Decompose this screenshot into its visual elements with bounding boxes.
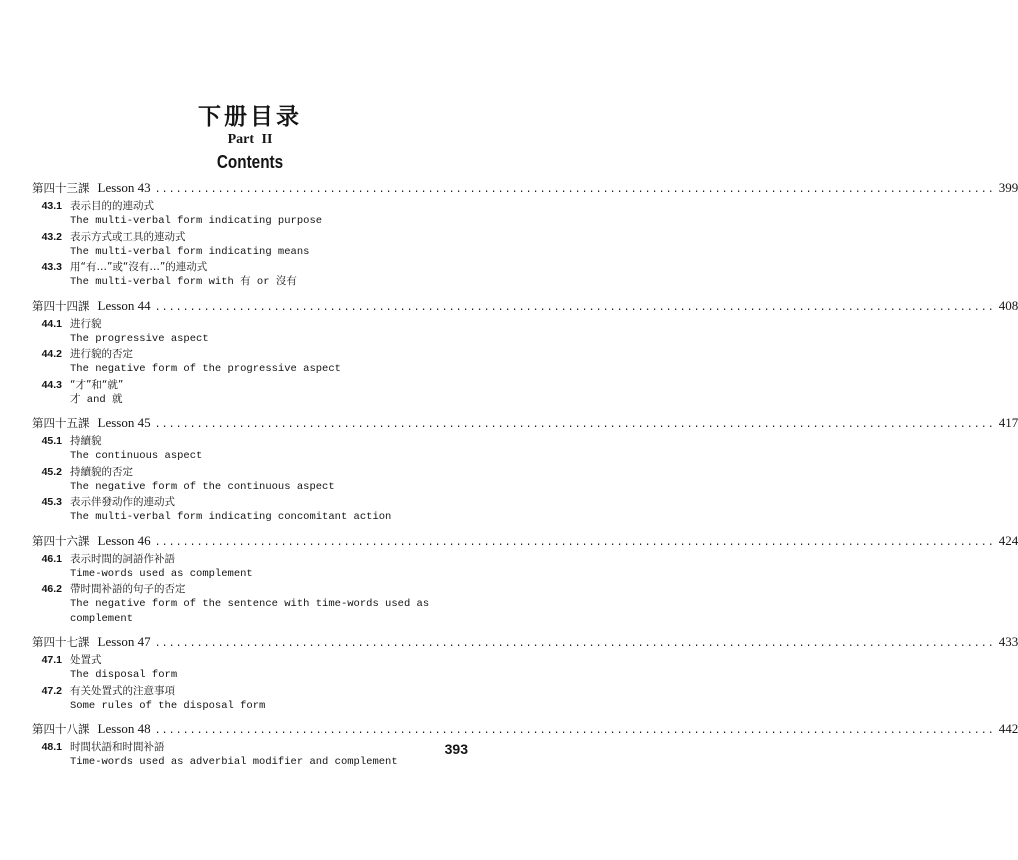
lesson-entry (32, 413, 1018, 433)
section-entry (32, 229, 467, 260)
lesson-chinese-label: 第四十七課 (32, 635, 90, 649)
lesson-entry (32, 296, 1018, 316)
page-title-chinese: 下册目录 (198, 103, 302, 130)
lesson-english-label: Lesson 43 (97, 180, 151, 195)
part-heading: Part II (227, 132, 273, 147)
section-chinese-title: 持續貌 (70, 435, 102, 447)
section-number: 46.1 (41, 552, 62, 565)
section-chinese-title: 表示时間的詞語作补語 (70, 552, 175, 565)
table-of-contents (32, 178, 1018, 770)
lesson-chinese-label: 第四十四課 (32, 298, 90, 313)
section-entry (32, 464, 467, 495)
lesson-page-number: 424 (998, 532, 1018, 548)
section-english-title: The negative form of the continuous aspect (70, 480, 335, 493)
section-chinese-title: 表示方式或工具的連动式 (70, 230, 186, 243)
section-chinese-title: 处置式 (70, 654, 102, 666)
section-chinese-title: 时間状語和时間补語 (70, 741, 165, 753)
section-entry (32, 377, 467, 408)
lesson-english-label: Lesson 47 (97, 634, 151, 649)
lesson-chinese-label: 第四十六課 (32, 533, 90, 548)
section-english-title: The progressive aspect (70, 332, 209, 345)
section-number: 43.3 (41, 261, 62, 273)
section-entry (32, 494, 467, 525)
lesson-english-label: Lesson 44 (97, 297, 151, 313)
section-chinese-title: 进行貌 (70, 317, 102, 330)
lesson-english-label: Lesson 48 (97, 721, 151, 736)
section-number: 45.2 (41, 465, 62, 478)
section-chinese-title: 帶时間补語的句子的否定 (70, 583, 186, 595)
section-chinese-title: 进行貌的否定 (70, 348, 133, 360)
section-english-title: The multi-verbal form with 有 or 沒有 (70, 276, 297, 288)
lesson-english-label: Lesson 46 (97, 532, 151, 548)
section-english-title: Some rules of the disposal form (70, 699, 266, 712)
lesson-chinese-label: 第四十五課 (32, 416, 90, 430)
section-english-title: Time-words used as adverbial modifier and complement (70, 756, 398, 768)
section-entry (32, 652, 467, 683)
lesson-page-number: 399 (998, 180, 1018, 195)
section-chinese-title: 有关处置式的注意事項 (70, 684, 175, 697)
section-english-title: The negative form of the sentence with time-words used as complement (70, 598, 430, 625)
lesson-page-number: 433 (998, 634, 1018, 649)
section-entry (32, 581, 467, 626)
section-number: 44.1 (41, 317, 62, 330)
dot-leader: ........................................................................................................................ (154, 537, 995, 549)
lesson-entry (32, 178, 1018, 198)
section-english-title: Time-words used as complement (70, 567, 253, 580)
section-english-title: 才 and 就 (70, 393, 123, 406)
dot-leader: ........................................................................................................................ (154, 639, 995, 650)
lesson-chinese-label: 第四十八課 (32, 722, 90, 736)
section-number: 44.3 (41, 378, 62, 391)
section-chinese-title: 表示伴發动作的連动式 (70, 496, 175, 508)
section-english-title: The continuous aspect (70, 450, 203, 462)
section-entry (32, 739, 467, 770)
lesson-entry (32, 632, 1018, 652)
section-entry (32, 433, 467, 464)
page-number: 393 (444, 741, 468, 757)
section-english-title: The multi-verbal form indicating concomitant action (70, 511, 392, 523)
dot-leader: ........................................................................................................................ (154, 185, 995, 196)
lesson-page-number: 417 (998, 415, 1018, 430)
section-number: 44.2 (41, 348, 62, 360)
lesson-page-number: 408 (998, 297, 1018, 313)
section-english-title: The disposal form (70, 669, 178, 681)
section-english-title: The multi-verbal form indicating means (70, 245, 310, 258)
section-entry (32, 551, 467, 582)
section-chinese-title: 表示目的的連动式 (70, 200, 154, 212)
contents-heading: Contents (216, 152, 284, 172)
section-entry (32, 683, 467, 714)
section-number: 43.1 (41, 200, 62, 212)
section-number: 45.3 (41, 496, 62, 508)
lesson-chinese-label: 第四十三課 (32, 181, 90, 195)
section-chinese-title: 持續貌的否定 (70, 465, 133, 478)
section-number: 47.1 (41, 654, 62, 666)
section-chinese-title: 用“有…”或“沒有…”的連动式 (70, 261, 208, 273)
lesson-entry (32, 531, 1018, 551)
section-english-title: The negative form of the progressive aspect (70, 363, 341, 375)
section-chinese-title: “才”和“就” (70, 378, 124, 391)
section-number: 45.1 (41, 435, 62, 447)
dot-leader: ........................................................................................................................ (154, 420, 995, 431)
section-number: 47.2 (41, 684, 62, 697)
section-entry (32, 259, 467, 290)
section-entry (32, 198, 467, 229)
section-entry (32, 316, 467, 347)
section-english-title: The multi-verbal form indicating purpose (70, 215, 323, 227)
section-entry (32, 346, 467, 377)
dot-leader: ........................................................................................................................ (154, 302, 995, 314)
lesson-page-number: 442 (998, 721, 1018, 736)
section-number: 43.2 (41, 230, 62, 243)
section-number: 48.1 (41, 741, 62, 753)
lesson-english-label: Lesson 45 (97, 415, 151, 430)
section-number: 46.2 (41, 583, 62, 595)
lesson-entry (32, 719, 1018, 739)
dot-leader: ........................................................................................................................ (154, 726, 995, 737)
